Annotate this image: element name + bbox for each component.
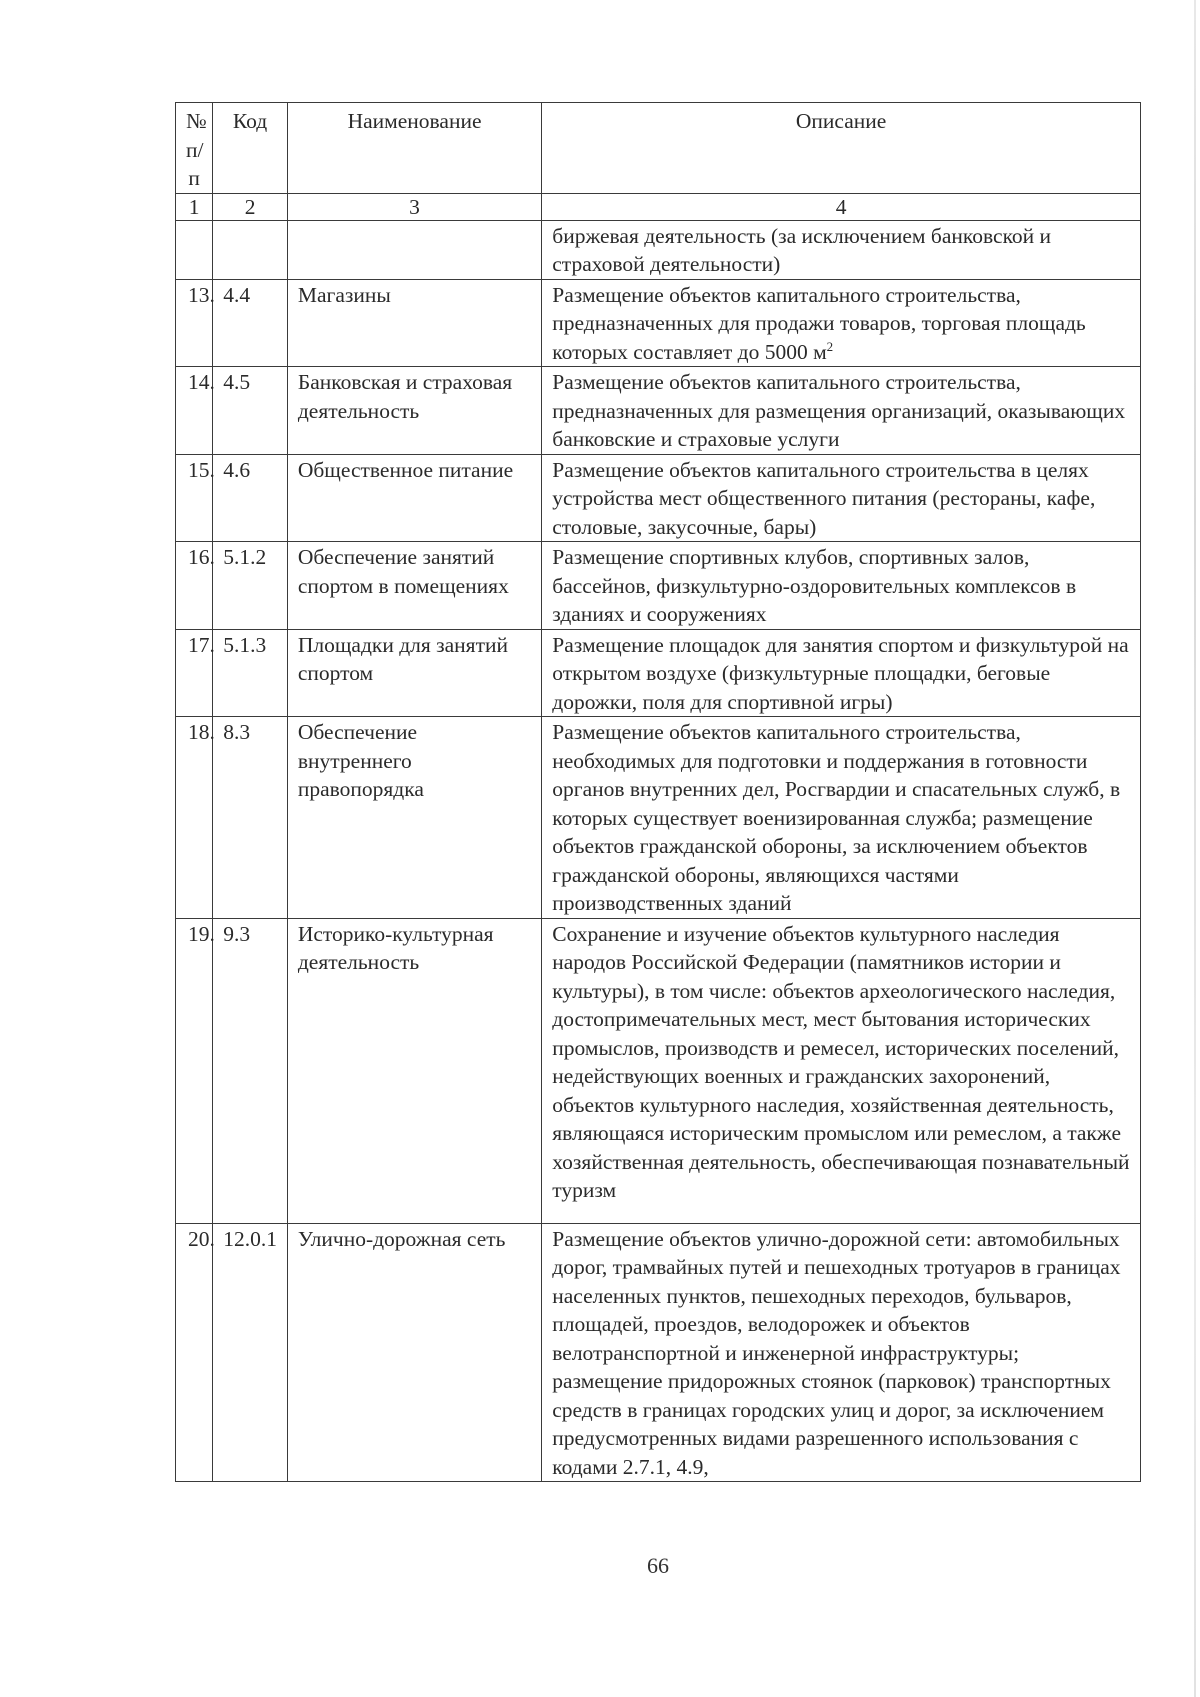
column-number: 4: [542, 193, 1141, 220]
cell-code: 5.1.3: [213, 629, 288, 717]
cell-number: 16.: [176, 542, 213, 630]
table-row: [176, 542, 1141, 630]
cell-number: 18.: [176, 717, 213, 919]
superscript-exponent: 2: [826, 338, 834, 354]
cell-name: Улично-дорожная сеть: [287, 1223, 541, 1482]
cell-code: 12.0.1: [213, 1223, 288, 1482]
table-row: [176, 717, 1141, 919]
cell-name: Обеспечение внутреннего правопорядка: [287, 717, 541, 919]
table-header-row: [176, 103, 1141, 194]
cell-name: Общественное питание: [287, 454, 541, 542]
cell-name: Историко-культурная деятельность: [287, 918, 541, 1223]
description-text: Размещение объектов капитального строительства, предназначенных для продажи товаров, торговая площадь которых составляет до 5000 м: [552, 282, 1086, 364]
cell-number: 13.: [176, 279, 213, 367]
continuation-row: [176, 220, 1141, 279]
cell-description: Размещение спортивных клубов, спортивных залов, бассейнов, физкультурно-оздоровительных комплексов в зданиях и сооружениях: [542, 542, 1141, 630]
cell-code: 4.5: [213, 367, 288, 455]
cell-number: 17.: [176, 629, 213, 717]
header-description: Описание: [542, 103, 1141, 194]
cell-description: Сохранение и изучение объектов культурного наследия народов Российской Федерации (памятников истории и культуры), в том числе: объектов археологического наследия, достопримечательных мест, мест бытования исторических промыслов, производств и ремесел, исторических поселений, недействующих военных и гражданских захоронений, объектов культурного наследия, хозяйственная деятельность, являющаяся историческим промыслом или ремеслом, а также хозяйственная деятельность, обеспечивающая познавательный туризм: [542, 918, 1141, 1223]
cell-number: 15.: [176, 454, 213, 542]
column-number: 1: [176, 193, 213, 220]
cell-description: Размещение объектов капитального строительства, необходимых для подготовки и поддержания в готовности органов внутренних дел, Росгвардии и спасательных служб, в которых существует военизированная служба; размещение объектов гражданской обороны, за исключением объектов гражданской обороны, являющихся частями производственных зданий: [542, 717, 1141, 919]
column-number: 2: [213, 193, 288, 220]
cell-number: [176, 220, 213, 279]
cell-code: 4.6: [213, 454, 288, 542]
cell-description: Размещение объектов улично-дорожной сети: автомобильных дорог, трамвайных путей и пешеходных тротуаров в границах населенных пунктов, пешеходных переходов, бульваров, площадей, проездов, велодорожек и объектов велотранспортной и инженерной инфраструктуры; размещение придорожных стоянок (парковок) транспортных средств в границах городских улиц и дорог, за исключением предусмотренных видами разрешенного использования с кодами 2.7.1, 4.9,: [542, 1223, 1141, 1482]
cell-code: [213, 220, 288, 279]
cell-name: [287, 220, 541, 279]
cell-code: 8.3: [213, 717, 288, 919]
cell-name: Площадки для занятий спортом: [287, 629, 541, 717]
cell-description: [542, 279, 1141, 367]
table-row: [176, 1223, 1141, 1482]
column-numbers-row: [176, 193, 1141, 220]
cell-description: Размещение площадок для занятия спортом и физкультурой на открытом воздухе (физкультурные площадки, беговые дорожки, поля для спортивной игры): [542, 629, 1141, 717]
cell-description: Размещение объектов капитального строительства, предназначенных для размещения организаций, оказывающих банковские и страховые услуги: [542, 367, 1141, 455]
cell-name: Обеспечение занятий спортом в помещениях: [287, 542, 541, 630]
cell-description: Размещение объектов капитального строительства в целях устройства мест общественного питания (рестораны, кафе, столовые, закусочные, бары): [542, 454, 1141, 542]
cell-number: 14.: [176, 367, 213, 455]
header-code: Код: [213, 103, 288, 194]
cell-code: 5.1.2: [213, 542, 288, 630]
column-number: 3: [287, 193, 541, 220]
land-use-table: [175, 102, 1141, 1482]
scan-edge-shadow: [1194, 0, 1196, 1697]
header-name: Наименование: [287, 103, 541, 194]
page-number: 66: [647, 1553, 669, 1578]
cell-number: 19.: [176, 918, 213, 1223]
cell-description: биржевая деятельность (за исключением банковской и страховой деятельности): [542, 220, 1141, 279]
table-row: [176, 629, 1141, 717]
cell-number: 20.: [176, 1223, 213, 1482]
cell-code: 4.4: [213, 279, 288, 367]
table-row: [176, 918, 1141, 1223]
cell-name: Магазины: [287, 279, 541, 367]
table-row: [176, 279, 1141, 367]
table-row: [176, 454, 1141, 542]
header-number: № п/п: [176, 103, 213, 194]
cell-code: 9.3: [213, 918, 288, 1223]
table-row: [176, 367, 1141, 455]
cell-name: Банковская и страховая деятельность: [287, 367, 541, 455]
